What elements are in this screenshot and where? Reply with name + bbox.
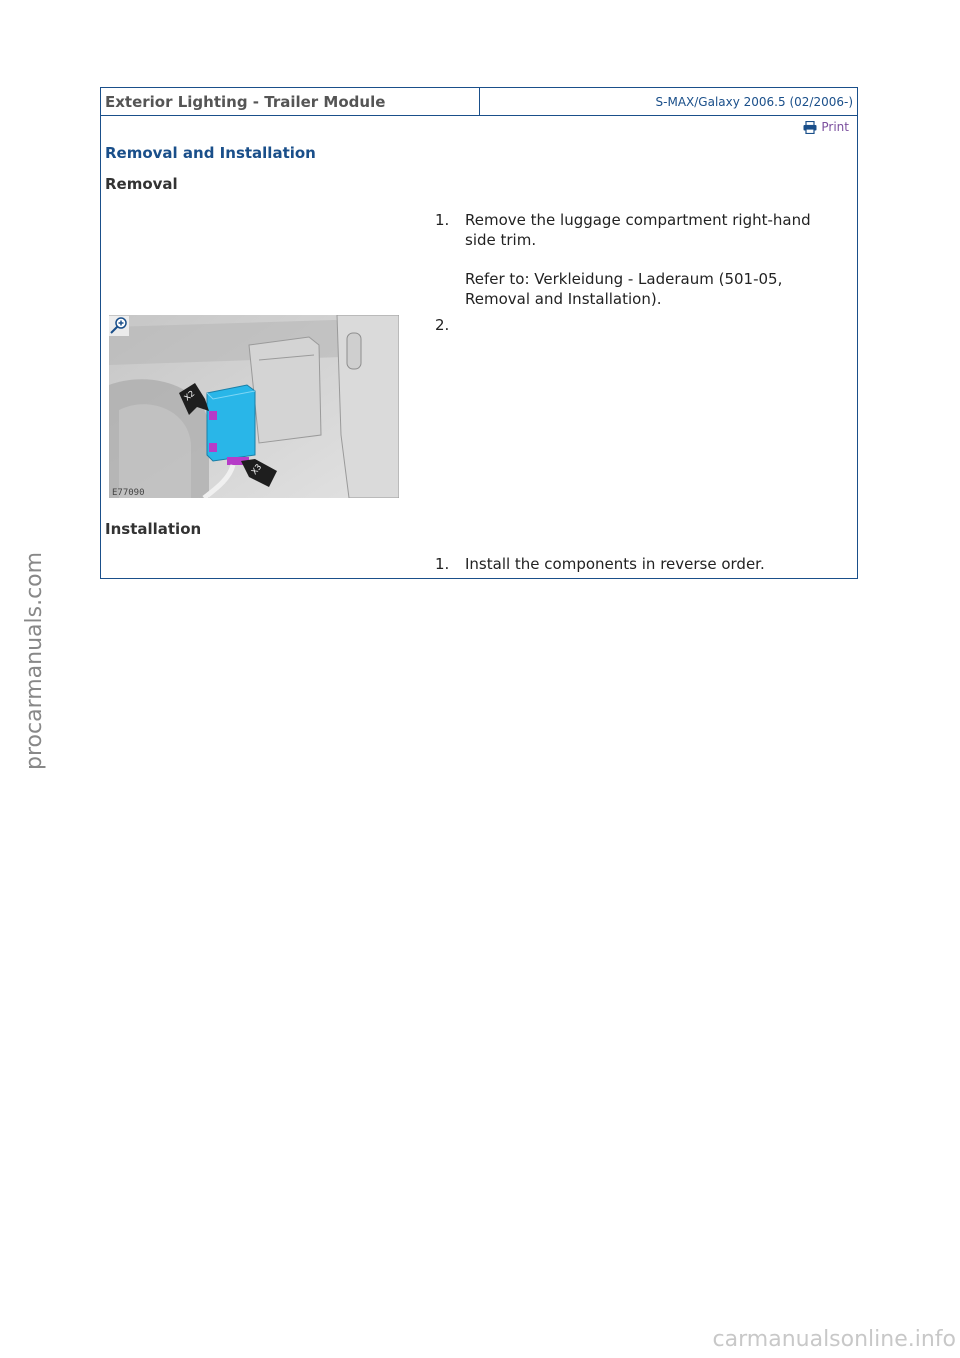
printer-icon [803,121,817,134]
figure-id: E77090 [112,488,145,498]
trailer-module-illustration [109,315,399,498]
step-number: 1. [435,211,450,229]
magnify-plus-icon[interactable] [109,316,129,336]
step-number: 2. [435,316,450,334]
document-header [101,88,857,116]
print-button[interactable] [803,120,849,134]
removal-step-1 [435,210,835,328]
step-number: 1. [435,555,450,573]
removal-heading: Removal [105,175,178,193]
side-watermark: procarmanuals.com [22,551,47,770]
step-illustration[interactable] [109,315,399,498]
step-reference[interactable]: Refer to: Verkleidung - Laderaum (501-05, Removal and Installation). [465,270,783,308]
header-divider [479,88,480,115]
callout-label: X3 [249,462,264,477]
bottom-watermark: carmanualsonline.info [712,1327,956,1352]
installation-heading: Installation [105,520,202,538]
installation-step-1 [435,554,835,593]
step-text: Remove the luggage compartment right-hand side trim. [465,211,811,249]
vehicle-model: S-MAX/Galaxy 2006.5 (02/2006-) [655,95,853,109]
callout-label: X2 [182,388,197,403]
step-text: Install the components in reverse order. [465,555,765,573]
print-label: Print [821,120,849,134]
document-frame [100,87,858,579]
document-title: Exterior Lighting - Trailer Module [105,93,386,111]
section-title: Removal and Installation [105,144,316,162]
